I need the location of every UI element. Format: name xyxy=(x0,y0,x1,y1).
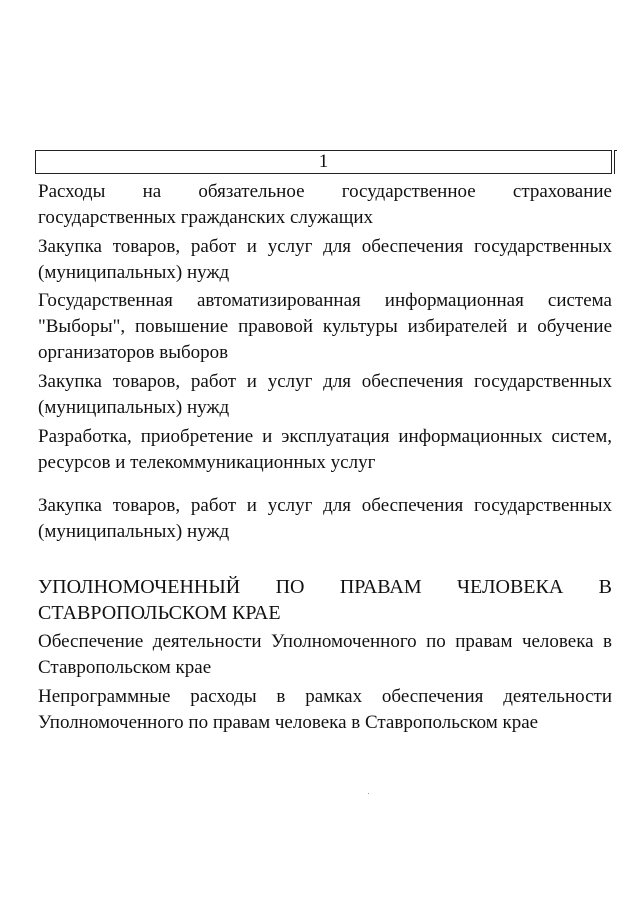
entry-procurement-3: Закупка товаров, работ и услуг для обеспечения государственных (муниципальных) нужд xyxy=(38,495,612,542)
scan-speck xyxy=(368,793,369,794)
entry-gas-vybory: Государственная автоматизированная информационная система "Выборы", повышение правовой культуры избирателей и обучение организаторов выборов xyxy=(38,290,612,363)
entry-insurance: Расходы на обязательное государственное страхование государственных гражданских служащих xyxy=(38,181,612,228)
column-number: 1 xyxy=(318,151,329,172)
table-header-cell xyxy=(35,150,612,174)
table-border-stub xyxy=(614,150,617,174)
entry-ombudsman-activity: Обеспечение деятельности Уполномоченного по правам человека в Ставропольском крае xyxy=(38,631,612,678)
section-heading-ombudsman: УПОЛНОМОЧЕННЫЙ ПО ПРАВАМ ЧЕЛОВЕКА В СТАВРОПОЛЬСКОМ КРАЕ xyxy=(38,576,612,624)
entry-procurement-2: Закупка товаров, работ и услуг для обеспечения государственных (муниципальных) нужд xyxy=(38,371,612,418)
entry-non-program-expenses: Непрограммные расходы в рамках обеспечения деятельности Уполномоченного по правам человека в Ставропольском крае xyxy=(38,686,612,733)
entry-information-systems: Разработка, приобретение и эксплуатация информационных систем, ресурсов и телекоммуникационных услуг xyxy=(38,426,612,473)
entry-procurement-1: Закупка товаров, работ и услуг для обеспечения государственных (муниципальных) нужд xyxy=(38,236,612,283)
